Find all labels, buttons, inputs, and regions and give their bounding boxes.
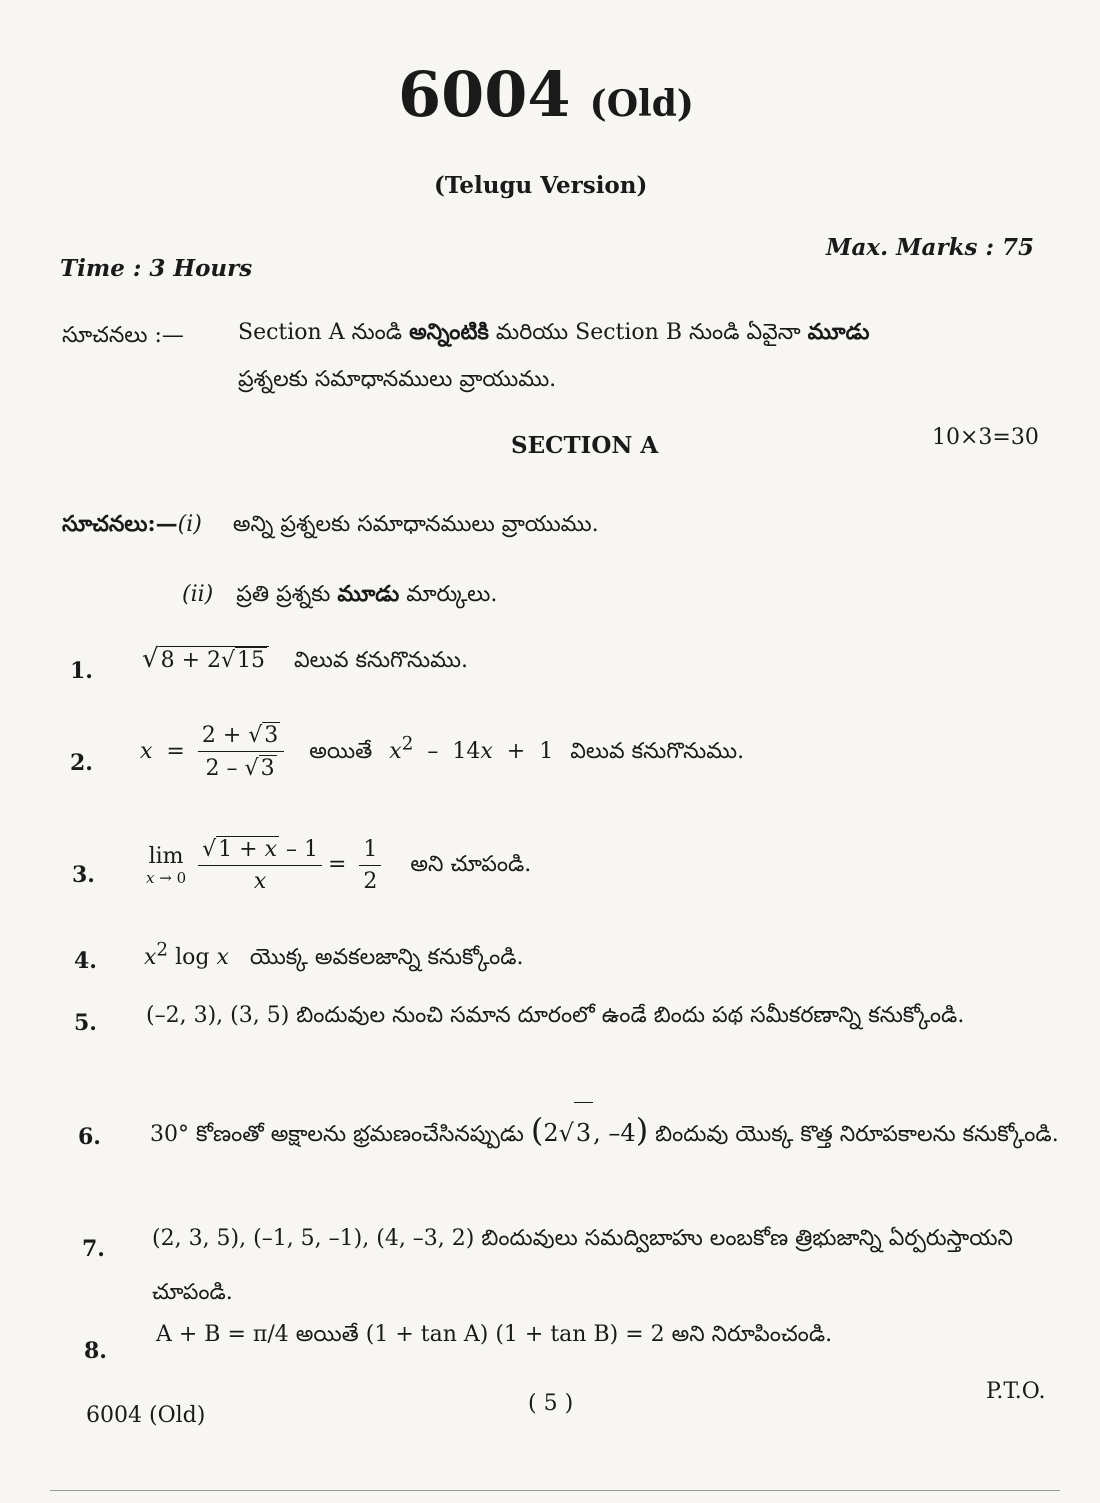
paper-code-tag: (Old) — [589, 83, 694, 125]
paper-code-number: 6004 — [398, 58, 571, 131]
time-label: Time : 3 Hours — [60, 255, 253, 282]
question-number: 8. — [84, 1338, 107, 1364]
question-number: 5. — [74, 1010, 97, 1036]
question-number: 3. — [72, 862, 95, 888]
math-expression: √8 + 2√15 — [142, 648, 269, 673]
footer-paper-code: 6004 (Old) — [86, 1403, 206, 1428]
question-number: 1. — [70, 658, 93, 684]
question-number: 2. — [70, 750, 93, 776]
question-1: √8 + 2√15 విలువ కనుగొనుము. — [142, 644, 468, 674]
question-5: (–2, 3), (3, 5) బిందువుల నుంచి సమాన దూరంలో ఉండే బిందు పథ సమీకరణాన్ని కనుక్కోండి. — [146, 1003, 965, 1028]
math-expression: $x^2 - 14x + 1$ — [389, 733, 554, 764]
page-edge-divider — [50, 1490, 1060, 1491]
question-number: 4. — [74, 948, 97, 974]
question-number: 6. — [78, 1124, 101, 1150]
question-6: 30° కోణంతో అక్షాలను భ్రమణంచేసినప్పుడు (2√3, –4) బిందువు యొక్క కొత్త నిరూపకాలను కనుక్కోండి. — [150, 1100, 1060, 1165]
question-number: 7. — [82, 1236, 105, 1262]
section-a-note-ii: (ii) ప్రతి ప్రశ్నకు మూడు మార్కులు. — [182, 581, 498, 607]
max-marks-label: Max. Marks : 75 — [826, 234, 1034, 261]
question-8: A + B = π/4 అయితే (1 + tan A) (1 + tan B) = 2 అని నిరూపించండి. — [156, 1322, 833, 1347]
math-expression: (2√3, –4) — [531, 1119, 648, 1147]
instructions-line2: ప్రశ్నలకు సమాధానములు వ్రాయుము. — [238, 367, 557, 392]
question-2: x = $\frac{2 + √3}{2 - √3}$ అయితే $x^2 - 14x + 1$ విలువ కనుగొనుము. — [140, 723, 745, 781]
question-3: lim x → 0 $\frac{√1 + x - 1}{x}$ = $\frac{1}{2}$ అని చూపండి. — [146, 836, 532, 894]
pto-label: P.T.O. — [986, 1379, 1046, 1404]
version-label: (Telugu Version) — [434, 172, 648, 199]
math-expression: $x^2$ log x — [144, 940, 229, 971]
instructions-line1: Section A నుండి అన్నింటికి మరియు Section B నుండి ఏవైనా మూడు — [238, 319, 870, 345]
instructions-label: సూచనలు :— — [62, 323, 184, 348]
math-expression: lim x → 0 $\frac{√1 + x - 1}{x}$ = $\frac{1}{2}$ — [146, 852, 387, 877]
question-4: $x^2$ log x యొక్క అవకలజాన్ని కనుక్కోండి. — [144, 940, 524, 971]
math-expression: x = $\frac{2 + √3}{2 - √3}$ — [140, 739, 290, 764]
section-a-marks: 10×3=30 — [932, 425, 1039, 450]
section-a-title: SECTION A — [511, 432, 659, 459]
paper-code — [398, 58, 694, 131]
question-7: (2, 3, 5), (–1, 5, –1), (4, –3, 2) బిందువులు సమద్విబాహు లంబకోణ త్రిభుజాన్ని ఏర్పరుస్తాయని చూపండి. — [152, 1226, 1013, 1305]
page-number: ( 5 ) — [528, 1391, 574, 1416]
section-a-note-i: సూచనలు:—(i) అన్ని ప్రశ్నలకు సమాధానములు వ్రాయుము. — [62, 511, 599, 537]
